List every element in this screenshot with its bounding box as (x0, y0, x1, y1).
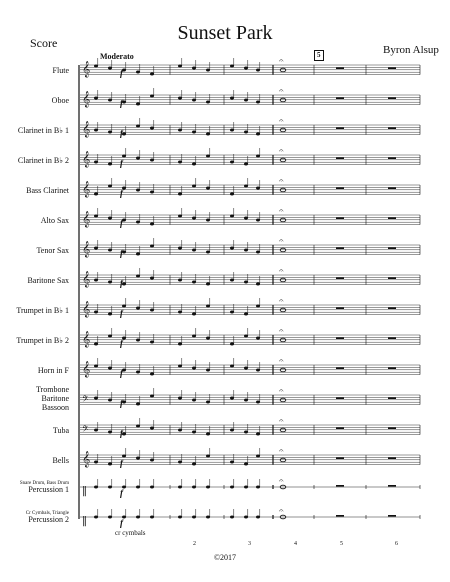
dynamic-marking: f (120, 278, 123, 288)
note-head (136, 189, 140, 192)
whole-rest (388, 337, 396, 339)
whole-rest (336, 67, 344, 69)
whole-rest (388, 187, 396, 189)
note-head (136, 103, 140, 106)
note-head (108, 399, 112, 402)
dynamic-marking: f (120, 338, 123, 348)
whole-rest (388, 127, 396, 129)
note-head (94, 311, 98, 314)
note-head (136, 157, 140, 160)
note-head (94, 429, 98, 432)
note-head (94, 279, 98, 282)
note-head (150, 309, 154, 312)
treble-clef-icon: 𝄞 (82, 181, 91, 198)
note-head (150, 127, 154, 130)
perc-clef-icon: ‖ (82, 485, 87, 497)
whole-rest (336, 307, 344, 309)
fermata-icon: 𝄐 (279, 236, 284, 245)
fermata-icon: 𝄐 (279, 506, 284, 515)
note-head (230, 461, 234, 464)
note-head (136, 339, 140, 342)
instrument-label-alto-sax: Alto Sax (40, 216, 69, 225)
instrument-label-tuba: Tuba (52, 426, 69, 435)
note-head (230, 486, 234, 489)
whole-rest (336, 427, 344, 429)
note-head (192, 313, 196, 316)
instrument-label-tenor-sax: Tenor Sax (36, 246, 69, 255)
note-head (230, 343, 234, 346)
note-head (244, 99, 248, 102)
note-head (244, 163, 248, 166)
note-head (230, 129, 234, 132)
note-head (150, 427, 154, 430)
whole-rest (336, 397, 344, 399)
note-head (206, 251, 210, 254)
note-head (244, 131, 248, 134)
whole-rest (336, 277, 344, 279)
copyright-notice: ©2017 (213, 553, 237, 562)
note-head (108, 99, 112, 102)
note-head (108, 249, 112, 252)
fermata-icon: 𝄐 (279, 116, 284, 125)
dynamic-marking: f (120, 98, 123, 108)
note-head (178, 161, 182, 164)
instrument-label-horn: Horn in F (37, 366, 69, 375)
whole-rest (336, 187, 344, 189)
treble-clef-icon: 𝄞 (82, 361, 91, 378)
perc-clef-icon: ‖ (82, 515, 87, 527)
whole-rest (388, 247, 396, 249)
treble-clef-icon: 𝄞 (82, 271, 91, 288)
note-head (178, 193, 182, 196)
dynamic-marking: f (120, 428, 123, 438)
note-head (256, 133, 260, 136)
note-head (108, 486, 112, 489)
note-head (150, 395, 154, 398)
fermata-icon: 𝄐 (279, 86, 284, 95)
dynamic-marking: f (120, 398, 123, 408)
measure-number: 5 (340, 541, 343, 547)
fermata-icon: 𝄐 (279, 296, 284, 305)
note-head (230, 279, 234, 282)
fermata-icon: 𝄐 (279, 56, 284, 65)
note-head (230, 516, 234, 519)
fermata-icon: 𝄐 (279, 476, 284, 485)
note-head (94, 365, 98, 368)
note-head (244, 185, 248, 188)
whole-rest (388, 485, 396, 487)
note-head (192, 463, 196, 466)
note-head (256, 401, 260, 404)
note-head (150, 516, 154, 519)
note-head (244, 463, 248, 466)
dynamic-marking: f (120, 188, 123, 198)
score-label: Score (30, 36, 58, 50)
dynamic-marking: f (120, 368, 123, 378)
measure-number: 2 (193, 541, 196, 547)
note-head (192, 516, 196, 519)
treble-clef-icon: 𝄞 (82, 151, 91, 168)
note-head (150, 159, 154, 162)
note-head (136, 371, 140, 374)
note-head (244, 281, 248, 284)
note-head (178, 461, 182, 464)
note-head (244, 249, 248, 252)
note-head (150, 341, 154, 344)
note-head (192, 249, 196, 252)
note-head (178, 215, 182, 218)
note-head (256, 251, 260, 254)
note-head (94, 215, 98, 218)
instrument-label-clarinet-2: Clarinet in B♭ 2 (17, 156, 69, 165)
note-head (108, 185, 112, 188)
note-head (206, 219, 210, 222)
note-head (150, 73, 154, 76)
whole-rest (336, 367, 344, 369)
note-head (94, 65, 98, 68)
note-head (256, 516, 260, 519)
note-head (136, 403, 140, 406)
dynamic-marking: f (120, 248, 123, 258)
score-title: Sunset Park (177, 22, 273, 44)
note-head (256, 219, 260, 222)
fermata-icon: 𝄐 (279, 176, 284, 185)
note-head (244, 399, 248, 402)
whole-rest (336, 457, 344, 459)
note-head (178, 65, 182, 68)
fermata-icon: 𝄐 (279, 326, 284, 335)
note-head (192, 217, 196, 220)
note-head (206, 69, 210, 72)
whole-rest (336, 97, 344, 99)
note-head (108, 367, 112, 370)
note-head (94, 161, 98, 164)
note-head (108, 217, 112, 220)
note-head (244, 516, 248, 519)
note-head (178, 97, 182, 100)
note-head (136, 457, 140, 460)
note-head (206, 133, 210, 136)
note-head (94, 343, 98, 346)
note-head (150, 245, 154, 248)
note-head (230, 365, 234, 368)
whole-rest (388, 157, 396, 159)
note-head (108, 431, 112, 434)
note-head (256, 283, 260, 286)
note-head (192, 281, 196, 284)
note-head (192, 367, 196, 370)
note-head (94, 516, 98, 519)
note-head (94, 97, 98, 100)
note-head (206, 305, 210, 308)
instrument-label-clarinet-1: Clarinet in B♭ 1 (17, 126, 69, 135)
note-head (178, 486, 182, 489)
note-head (206, 369, 210, 372)
note-head (206, 455, 210, 458)
note-head (256, 369, 260, 372)
note-head (136, 275, 140, 278)
dynamic-marking: f (120, 158, 123, 168)
dynamic-marking: f (120, 488, 123, 498)
bass-clef-icon: 𝄢 (82, 395, 89, 407)
whole-rest (336, 337, 344, 339)
note-head (108, 67, 112, 70)
fermata-icon: 𝄐 (279, 356, 284, 365)
whole-rest (388, 367, 396, 369)
note-head (244, 431, 248, 434)
note-head (256, 337, 260, 340)
note-head (244, 313, 248, 316)
dynamic-marking: f (120, 308, 123, 318)
note-head (192, 431, 196, 434)
instrument-label-percussion-2: Cr Cymbals, Triangle Percussion 2 (25, 511, 69, 524)
note-head (206, 433, 210, 436)
note-head (256, 455, 260, 458)
note-head (94, 193, 98, 196)
note-head (94, 129, 98, 132)
note-head (256, 305, 260, 308)
note-head (244, 367, 248, 370)
treble-clef-icon: 𝄞 (82, 301, 91, 318)
note-head (192, 185, 196, 188)
note-head (150, 486, 154, 489)
whole-rest (336, 515, 344, 517)
note-head (178, 279, 182, 282)
dynamic-marking: f (120, 518, 123, 528)
note-head (108, 313, 112, 316)
bass-clef-icon: 𝄢 (82, 425, 89, 437)
note-head (206, 155, 210, 158)
fermata-icon: 𝄐 (279, 206, 284, 215)
note-head (150, 277, 154, 280)
note-head (256, 101, 260, 104)
note-head (256, 486, 260, 489)
fermata-icon: 𝄐 (279, 146, 284, 155)
note-head (108, 516, 112, 519)
instrument-label-trombone: Trombone Baritone Bassoon (35, 385, 69, 412)
note-head (230, 215, 234, 218)
note-head (94, 486, 98, 489)
whole-rest (336, 485, 344, 487)
note-head (206, 187, 210, 190)
whole-rest (388, 457, 396, 459)
note-head (178, 397, 182, 400)
note-head (230, 429, 234, 432)
note-head (150, 191, 154, 194)
note-head (178, 343, 182, 346)
note-head (108, 281, 112, 284)
instrument-label-trumpet-2: Trumpet in B♭ 2 (16, 336, 69, 345)
note-head (108, 463, 112, 466)
dynamic-marking: f (120, 128, 123, 138)
whole-rest (388, 217, 396, 219)
note-head (178, 129, 182, 132)
instrument-label-baritone-sax: Baritone Sax (27, 276, 69, 285)
note-head (178, 311, 182, 314)
whole-rest (388, 277, 396, 279)
fermata-icon: 𝄐 (279, 266, 284, 275)
note-head (230, 65, 234, 68)
measure-number: 4 (294, 541, 297, 547)
percussion-instruction: cr cymbals (115, 529, 146, 537)
note-head (108, 131, 112, 134)
note-head (230, 397, 234, 400)
instrument-label-trumpet-1: Trumpet in B♭ 1 (16, 306, 69, 315)
note-head (94, 247, 98, 250)
note-head (206, 486, 210, 489)
whole-rest (388, 67, 396, 69)
note-head (136, 221, 140, 224)
whole-rest (388, 515, 396, 517)
note-head (192, 67, 196, 70)
treble-clef-icon: 𝄞 (82, 61, 91, 78)
whole-rest (336, 127, 344, 129)
whole-rest (388, 427, 396, 429)
note-head (192, 335, 196, 338)
note-head (150, 373, 154, 376)
note-head (192, 99, 196, 102)
note-head (206, 101, 210, 104)
treble-clef-icon: 𝄞 (82, 451, 91, 468)
note-head (244, 335, 248, 338)
note-head (244, 217, 248, 220)
whole-rest (336, 247, 344, 249)
note-head (230, 161, 234, 164)
dynamic-marking: f (120, 218, 123, 228)
whole-rest (388, 397, 396, 399)
note-head (178, 516, 182, 519)
instrument-label-oboe: Oboe (51, 96, 69, 105)
instrument-label-percussion-1: Snare Drum, Bass Drum Percussion 1 (19, 481, 69, 494)
treble-clef-icon: 𝄞 (82, 121, 91, 138)
note-head (230, 311, 234, 314)
note-head (136, 516, 140, 519)
instrument-label-bass-clarinet: Bass Clarinet (26, 186, 69, 195)
fermata-icon: 𝄐 (279, 446, 284, 455)
note-head (178, 247, 182, 250)
rehearsal-mark: 5 (314, 50, 324, 61)
note-head (178, 365, 182, 368)
tempo-marking: Moderato (100, 52, 134, 61)
note-head (150, 459, 154, 462)
dynamic-marking: f (120, 68, 123, 78)
note-head (192, 131, 196, 134)
dynamic-marking: f (120, 458, 123, 468)
note-head (244, 67, 248, 70)
note-head (256, 187, 260, 190)
note-head (256, 433, 260, 436)
note-head (230, 97, 234, 100)
note-head (256, 155, 260, 158)
note-head (136, 125, 140, 128)
fermata-icon: 𝄐 (279, 416, 284, 425)
note-head (136, 486, 140, 489)
note-head (244, 486, 248, 489)
note-head (136, 307, 140, 310)
note-head (94, 461, 98, 464)
instrument-label-bells: Bells (52, 456, 69, 465)
treble-clef-icon: 𝄞 (82, 211, 91, 228)
whole-rest (388, 97, 396, 99)
note-head (206, 283, 210, 286)
note-head (192, 486, 196, 489)
note-head (192, 399, 196, 402)
note-head (230, 247, 234, 250)
note-head (94, 397, 98, 400)
note-head (108, 335, 112, 338)
note-head (150, 223, 154, 226)
treble-clef-icon: 𝄞 (82, 91, 91, 108)
note-head (192, 163, 196, 166)
note-head (230, 193, 234, 196)
note-head (206, 337, 210, 340)
note-head (206, 401, 210, 404)
note-head (256, 69, 260, 72)
treble-clef-icon: 𝄞 (82, 241, 91, 258)
note-head (108, 163, 112, 166)
whole-rest (336, 217, 344, 219)
composer-name: Byron Alsup (383, 44, 439, 56)
whole-rest (388, 307, 396, 309)
whole-rest (336, 157, 344, 159)
note-head (150, 95, 154, 98)
note-head (136, 425, 140, 428)
measure-number: 3 (248, 541, 251, 547)
instrument-label-flute: Flute (52, 66, 69, 75)
measure-number: 6 (395, 541, 398, 547)
treble-clef-icon: 𝄞 (82, 331, 91, 348)
fermata-icon: 𝄐 (279, 386, 284, 395)
note-head (178, 429, 182, 432)
note-head (136, 253, 140, 256)
note-head (206, 516, 210, 519)
note-head (136, 71, 140, 74)
